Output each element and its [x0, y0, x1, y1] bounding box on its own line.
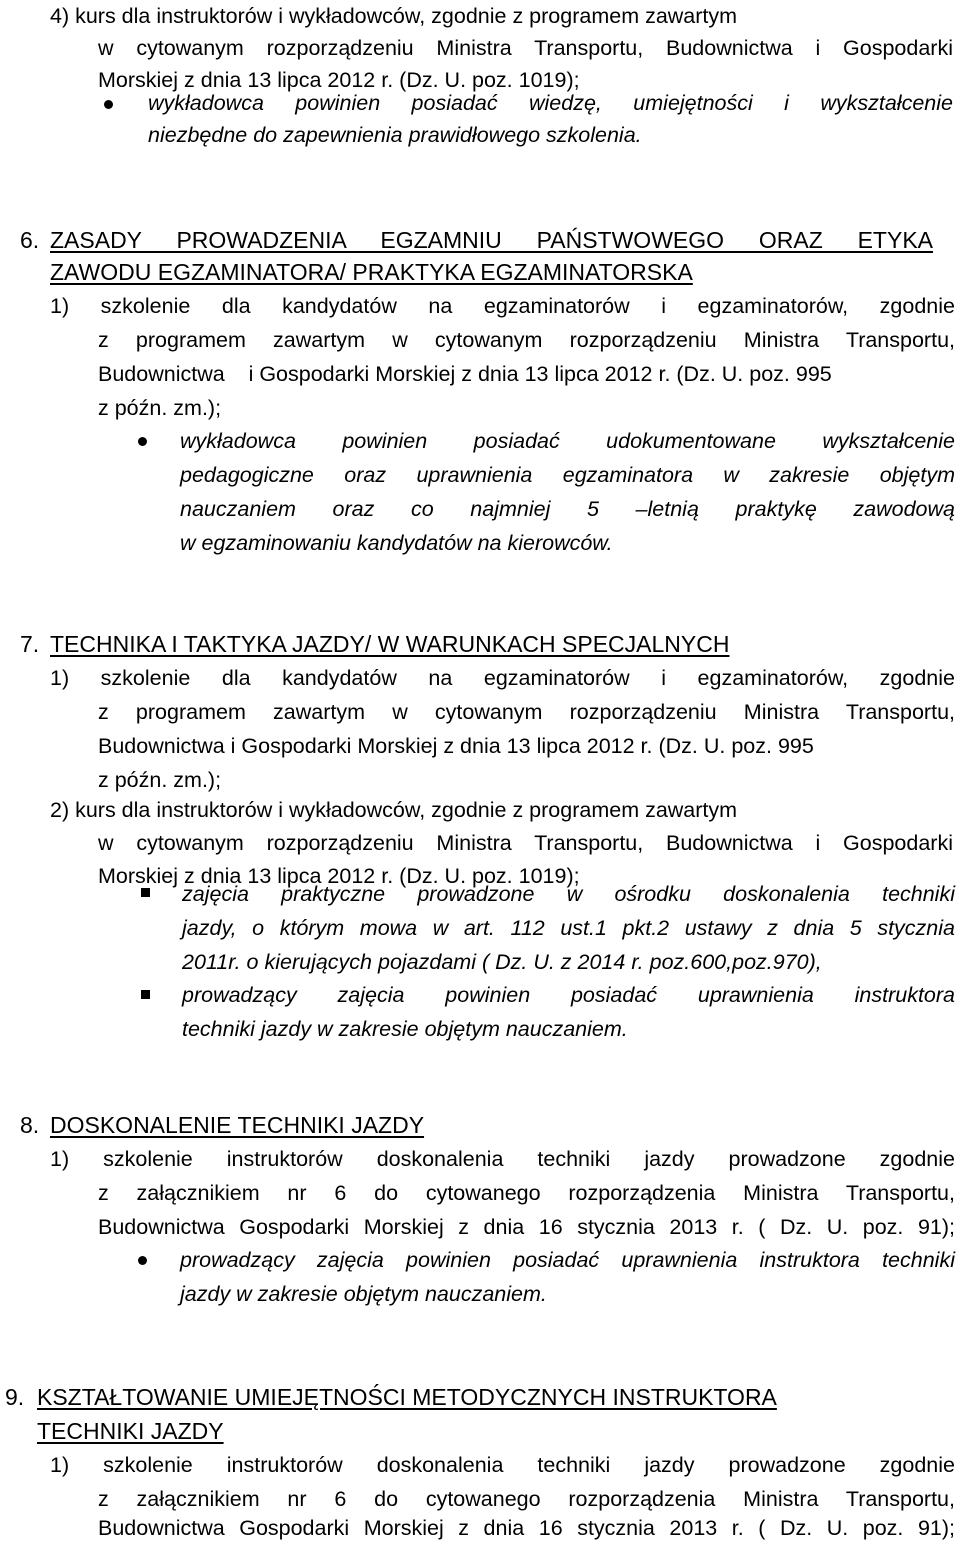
- section-7-para-1-line-3: Budownictwa i Gospodarki Morskiej z dnia 13 lipca 2012 r. (Dz. U. poz. 995: [98, 734, 814, 758]
- section-7-bullet-1-line-3: 2011r. o kierujących pojazdami ( Dz. U. z 2014 r. poz.600,poz.970),: [182, 950, 822, 974]
- section-7-number: 7.: [20, 631, 40, 657]
- bullet-dot-icon: [138, 1256, 147, 1265]
- section-8-number: 8.: [20, 1112, 40, 1138]
- intro-line-3: Morskiej z dnia 13 lipca 2012 r. (Dz. U. poz. 1019);: [98, 68, 580, 92]
- section-9-para-line-1: 1) szkolenie instruktorów doskonalenia techniki jazdy prowadzone zgodnie: [50, 1453, 955, 1477]
- section-7-bullet-2-line-1: prowadzący zajęcia powinien posiadać uprawnienia instruktora: [182, 983, 955, 1007]
- section-7-para-2-line-2: w cytowanym rozporządzeniu Ministra Transportu, Budownictwa i Gospodarki: [98, 831, 953, 855]
- intro-bullet-line-2: niezbędne do zapewnienia prawidłowego szkolenia.: [148, 123, 642, 147]
- section-8-bullet-line-2: jazdy w zakresie objętym nauczaniem.: [180, 1282, 547, 1306]
- intro-line-1: 4) kurs dla instruktorów i wykładowców, zgodnie z programem zawartym: [50, 4, 738, 28]
- section-9-title-line-2: TECHNIKI JAZDY: [37, 1418, 224, 1444]
- section-9-para-line-3: Budownictwa Gospodarki Morskiej z dnia 16 stycznia 2013 r. ( Dz. U. poz. 91);: [98, 1516, 955, 1540]
- section-7-para-2-line-3: Morskiej z dnia 13 lipca 2012 r. (Dz. U. poz. 1019);: [98, 864, 580, 888]
- section-6-bullet-line-3: nauczaniem oraz co najmniej 5 –letnią praktykę zawodową: [180, 497, 955, 521]
- section-8-para-line-2: z załącznikiem nr 6 do cytowanego rozporządzenia Ministra Transportu,: [98, 1181, 955, 1205]
- section-7-para-1-line-2: z programem zawartym w cytowanym rozporządzeniu Ministra Transportu,: [98, 700, 955, 724]
- section-9-title-line-1: KSZTAŁTOWANIE UMIEJĘTNOŚCI METODYCZNYCH INSTRUKTORA: [37, 1384, 777, 1410]
- bullet-dot-icon: [138, 437, 147, 446]
- section-8-para-line-1: 1) szkolenie instruktorów doskonalenia techniki jazdy prowadzone zgodnie: [50, 1147, 955, 1171]
- section-6-para-line-2: z programem zawartym w cytowanym rozporządzeniu Ministra Transportu,: [98, 328, 955, 352]
- section-8-title: DOSKONALENIE TECHNIKI JAZDY: [50, 1112, 425, 1138]
- section-9-para-line-2: z załącznikiem nr 6 do cytowanego rozporządzenia Ministra Transportu,: [98, 1487, 955, 1511]
- section-6-bullet-line-1: wykładowca powinien posiadać udokumentowane wykształcenie: [180, 429, 955, 453]
- section-7-title: TECHNIKA I TAKTYKA JAZDY/ W WARUNKACH SPECJALNYCH: [50, 631, 730, 657]
- square-bullet-icon: [141, 888, 150, 897]
- section-6-bullet-line-2: pedagogiczne oraz uprawnienia egzaminatora w zakresie objętym: [180, 463, 955, 487]
- intro-bullet-line-1: wykładowca powinien posiadać wiedzę, umiejętności i wykształcenie: [148, 91, 953, 115]
- section-7-bullet-1-line-1: zajęcia praktyczne prowadzone w ośrodku doskonalenia techniki: [182, 882, 955, 906]
- section-8-bullet-line-1: prowadzący zajęcia powinien posiadać uprawnienia instruktora techniki: [180, 1248, 955, 1272]
- section-7-bullet-2-line-2: techniki jazdy w zakresie objętym nauczaniem.: [182, 1017, 628, 1041]
- section-6-bullet-line-4: w egzaminowaniu kandydatów na kierowców.: [180, 531, 613, 555]
- section-6-title-line-2: ZAWODU EGZAMINATORA/ PRAKTYKA EGZAMINATORSKA: [50, 259, 693, 285]
- section-9-number: 9.: [5, 1384, 25, 1410]
- section-6-number: 6.: [20, 227, 40, 253]
- section-6-title-line-1: ZASADY PROWADZENIA EGZAMNIU PAŃSTWOWEGO ORAZ ETYKA: [50, 227, 933, 253]
- square-bullet-icon: [141, 990, 150, 999]
- section-6-para-line-3: Budownictwa i Gospodarki Morskiej z dnia 13 lipca 2012 r. (Dz. U. poz. 995: [98, 362, 832, 386]
- section-7-para-1-line-4: z późn. zm.);: [98, 768, 222, 792]
- section-7-para-1-line-1: 1) szkolenie dla kandydatów na egzaminatorów i egzaminatorów, zgodnie: [50, 666, 955, 690]
- section-6-para-line-1: 1) szkolenie dla kandydatów na egzaminatorów i egzaminatorów, zgodnie: [50, 294, 955, 318]
- intro-line-2: w cytowanym rozporządzeniu Ministra Transportu, Budownictwa i Gospodarki: [98, 36, 953, 60]
- section-7-para-2-line-1: 2) kurs dla instruktorów i wykładowców, zgodnie z programem zawartym: [50, 798, 738, 822]
- bullet-dot-icon: [104, 100, 113, 109]
- section-6-para-line-4: z późn. zm.);: [98, 396, 222, 420]
- section-7-bullet-1-line-2: jazdy, o którym mowa w art. 112 ust.1 pkt.2 ustawy z dnia 5 stycznia: [182, 916, 955, 940]
- section-8-para-line-3: Budownictwa Gospodarki Morskiej z dnia 16 stycznia 2013 r. ( Dz. U. poz. 91);: [98, 1215, 955, 1239]
